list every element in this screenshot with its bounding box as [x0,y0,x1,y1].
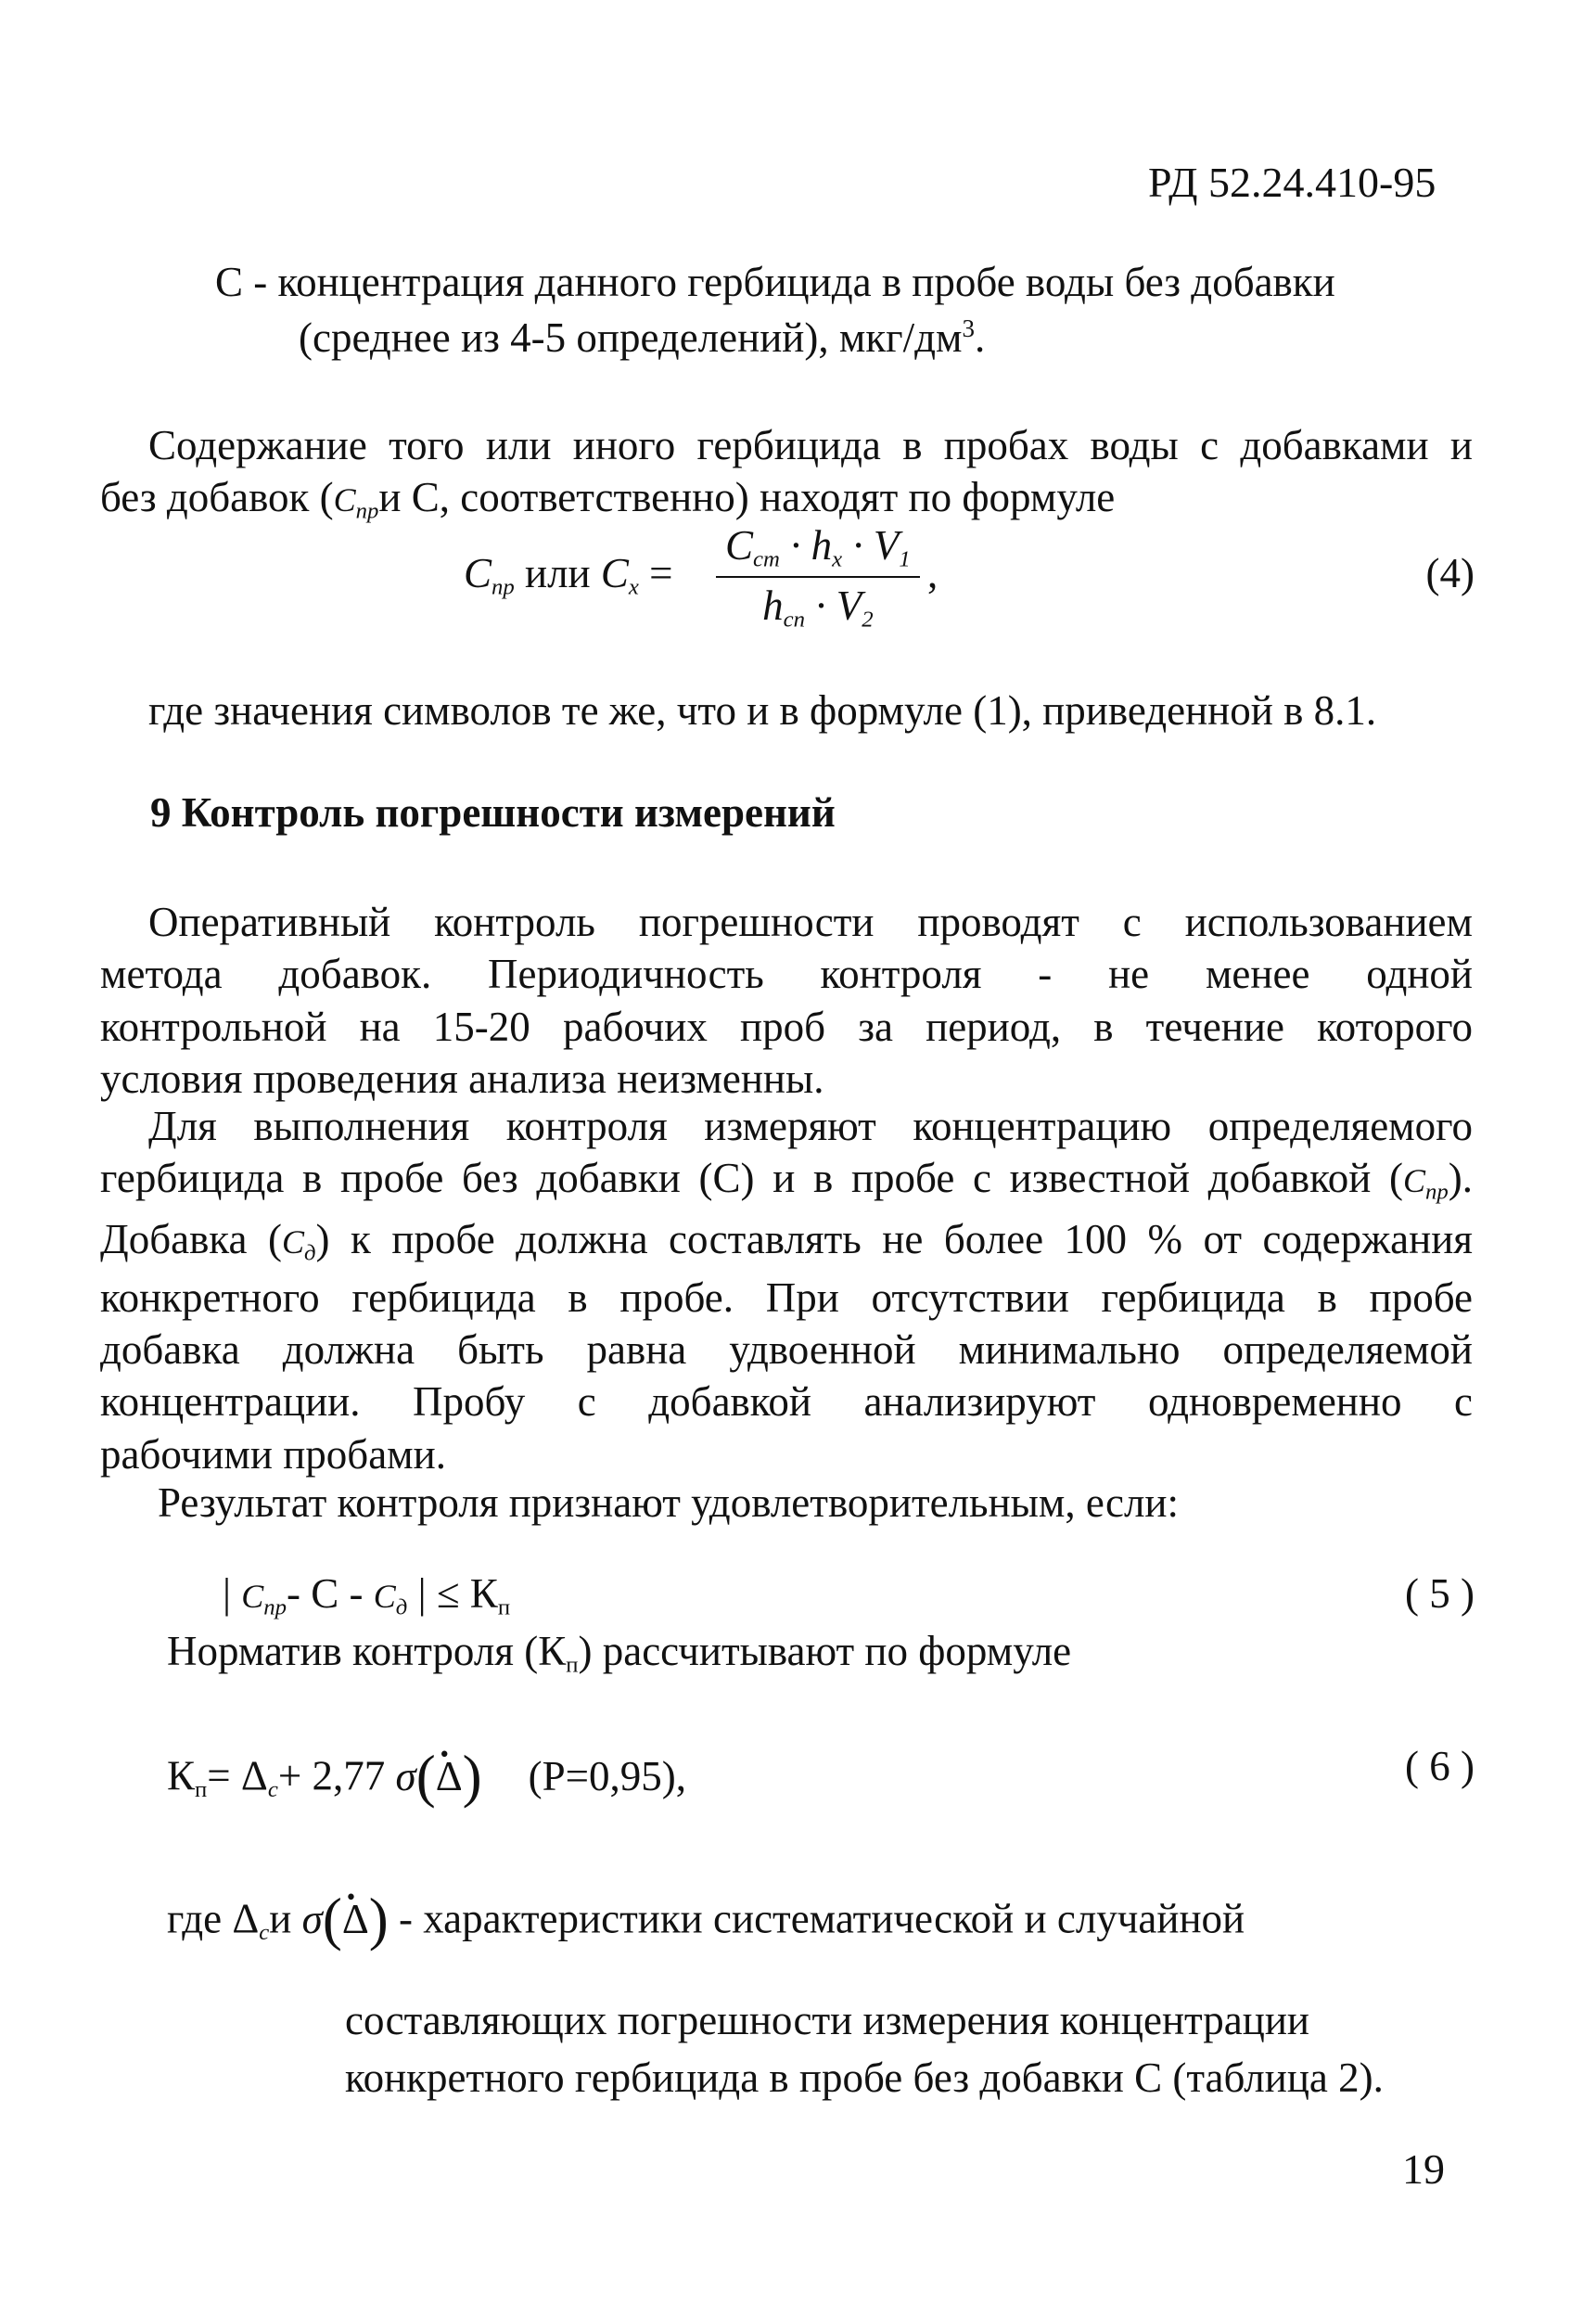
procedure-line2-end: ). [1448,1155,1473,1202]
denominator-v-sub: 2 [862,607,874,633]
paragraph-control-line3: контрольной на 15-20 рабочих проб за период, в течение которого [100,1003,1473,1050]
formula-4-c1: C [464,550,492,596]
norm-sub: п [566,1652,579,1678]
where-block-line1 [167,1883,1245,1956]
legend-c-line2-end: . [975,314,986,361]
paragraph-procedure-line2 [100,1152,1473,1207]
where-and: и [269,1895,302,1942]
formula-6-paren-close: ) [462,1744,482,1809]
formula-5-sub1: пр [263,1594,287,1620]
paragraph-procedure-line1: Для выполнения контроля измеряют концентрацию определяемого [148,1103,1473,1149]
denominator-h-sub: сп [783,607,805,633]
procedure-line3-start: Добавка ( [100,1215,282,1262]
norm-end: ) рассчитывают по формуле [578,1628,1072,1674]
formula-6-k-sub: п [195,1777,208,1803]
paragraph-procedure-line3 [100,1213,1473,1268]
legend-c-line2 [299,312,985,364]
norm-start: Норматив контроля (К [167,1628,567,1674]
formula-4 [464,519,1475,640]
formula-4-left [464,547,673,602]
formula-6-eq: = [207,1752,241,1799]
symbol-c-d-sub: д [303,1240,316,1266]
where-delta-sub: с [259,1920,270,1946]
where-delta: Δ [232,1895,260,1942]
where-block-line2: составляющих погрешности измерения концентрации [345,1997,1309,2043]
formula-4-sub2: x [628,574,639,600]
formula-5-mid: - С - [287,1570,374,1617]
paragraph-content-line2 [100,471,1473,526]
fraction-bar [716,576,920,578]
paragraph-control [100,896,1473,1105]
symbol-c-pr: C [1402,1162,1425,1200]
procedure-line2-start: гербицида в пробе без добавки (С) и в пробе с известной добавкой ( [100,1155,1403,1202]
formula-4-number: (4) [1425,550,1475,596]
legend-c-line1: С - концентрация данного гербицида в пробе воды без добавки [215,259,1335,305]
formula-4-c2: C [600,550,629,596]
paragraph-control-line2: метода добавок. Периодичность контроля - не менее одной [100,951,1473,998]
formula-6 [167,1740,1475,1824]
formula-5-sub2: д [395,1594,408,1620]
formula-5-tail: | ≤ К [407,1570,498,1617]
legend-c-line2-text: (среднее из 4-5 определений), мкг/дм [299,314,963,361]
formula-6-delta-sub: с [267,1777,278,1803]
paragraph-content [100,419,1473,527]
symbol-c-pr-sub: пр [1425,1179,1449,1205]
paragraph-procedure-line5: добавка должна быть равна удвоенной минимально определяемой [100,1326,1473,1374]
legend-c-line2-sup: 3 [962,314,976,342]
paragraph-control-line1: Оперативный контроль погрешности проводят с использованием [148,899,1473,945]
paragraph-result: Результат контроля признают удовлетворительным, если: [158,1479,1179,1526]
formula-6-probability: (Р=0,95), [528,1752,687,1799]
where-delta-dot: • Δ [342,1893,369,1945]
formula-6-sigma: σ [395,1752,416,1799]
symbol-c-d: C [281,1222,304,1261]
where-paren-open: ( [322,1887,342,1952]
paragraph-procedure-line6: концентрации. Пробу с добавкой анализируют одновременно с [100,1378,1473,1426]
where-block-line3: конкретного гербицида в пробе без добавки С (таблица 2). [345,2054,1384,2101]
paragraph-content-line1: Содержание того или иного гербицида в пробах воды с добавками и [148,422,1473,468]
formula-5-bar-open: | [223,1570,242,1617]
symbol-sub: пр [355,498,379,524]
formula-4-or: или [514,550,601,596]
document-code: РД 52.24.410-95 [1148,159,1436,206]
numerator-v-sub: 1 [899,546,911,572]
numerator-h-sub: x [832,546,843,572]
formula-6-delta: Δ [240,1752,268,1799]
paragraph-where-symbols: где значения символов те же, что и в формуле (1), приведенной в 8.1. [148,687,1377,734]
formula-4-fraction [716,519,920,635]
formula-5-c2: C [373,1578,396,1615]
paragraph-control-line4: условия проведения анализа неизменны. [100,1055,824,1102]
paragraph-norm [167,1625,1071,1680]
formula-4-denominator [762,580,874,634]
procedure-line3-end: ) к пробе должна составлять не более 100 % от содержания [315,1215,1474,1262]
formula-5-number: ( 5 ) [1405,1570,1475,1617]
denominator-v: · V [805,582,862,630]
numerator-h: · h [779,522,833,569]
paragraph-procedure [100,1100,1473,1480]
symbol-c: C [333,481,356,519]
paragraph-procedure-line7: рабочими пробами. [100,1430,446,1478]
formula-4-sub1: пр [492,574,515,600]
paragraph-content-line2-start: без добавок ( [100,474,334,521]
formula-6-plus: + 2,77 [277,1752,396,1799]
section-heading: 9 Контроль погрешности измерений [150,789,836,836]
numerator-v: · V [842,522,900,569]
formula-6-paren-open: ( [415,1744,436,1809]
formula-5 [223,1568,1475,1623]
formula-5-tail-sub: п [497,1594,511,1620]
formula-4-comma: , [927,550,938,596]
where-description: - характеристики систематической и случайной [388,1895,1245,1942]
formula-6-delta-dot: • Δ [436,1750,463,1802]
paragraph-content-line2-end: и С, соответственно) находят по формуле [378,474,1116,521]
numerator-c-sub: ст [753,546,780,572]
formula-4-equals: = [638,550,673,596]
page-number: 19 [1402,2145,1445,2193]
where-paren-close: ) [368,1887,389,1952]
denominator-h: h [762,582,784,630]
formula-5-c1: C [241,1578,264,1615]
formula-6-k: К [167,1752,196,1799]
where-sigma: σ [301,1895,323,1942]
numerator-c: C [725,522,754,569]
where-word: где [167,1895,233,1942]
formula-6-number: ( 6 ) [1405,1743,1475,1789]
formula-4-numerator [716,519,920,574]
paragraph-procedure-line4: конкретного гербицида в пробе. При отсутствии гербицида в пробе [100,1274,1473,1321]
